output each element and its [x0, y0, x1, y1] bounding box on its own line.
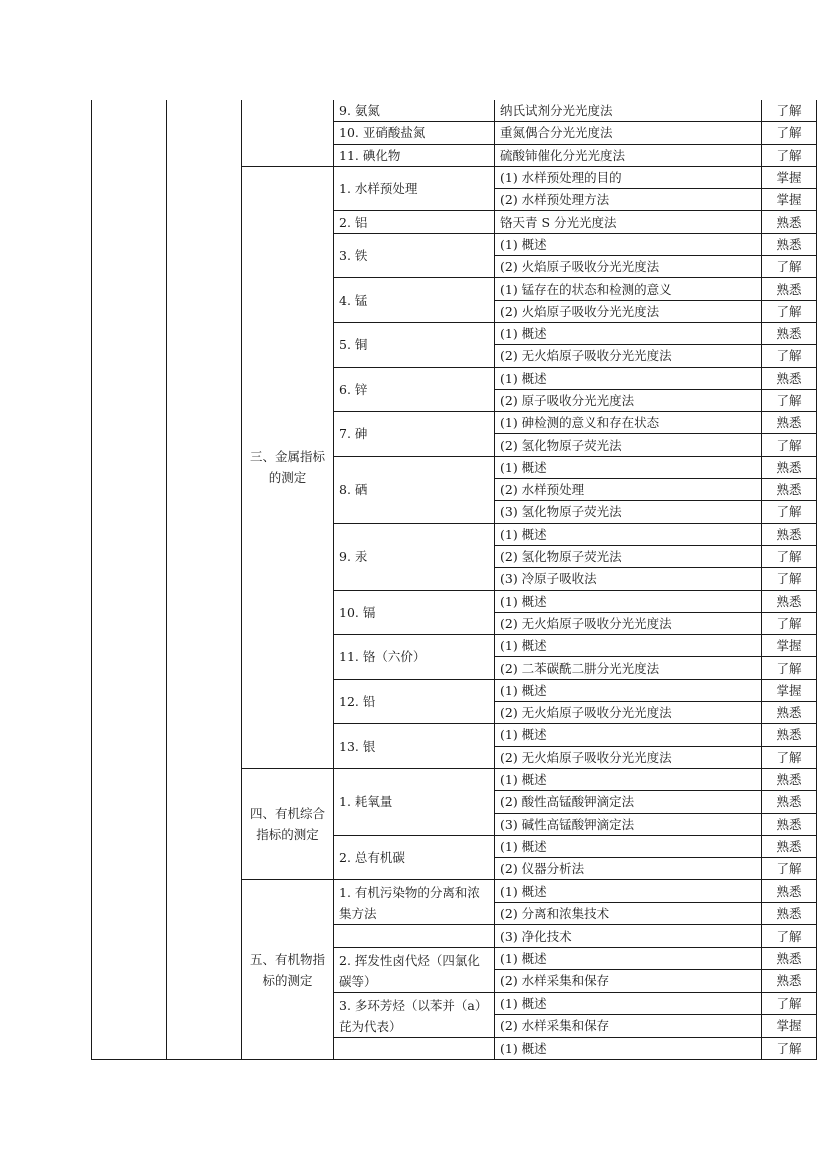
level-cell: 熟悉 [762, 278, 817, 300]
method-cell: (1) 概述 [495, 590, 762, 612]
method-cell: 铬天青 S 分光光度法 [495, 211, 762, 233]
syllabus-table [91, 100, 817, 1060]
method-cell: (2) 仪器分析法 [495, 858, 762, 880]
level-cell: 熟悉 [762, 947, 817, 970]
method-cell: (1) 概述 [495, 1037, 762, 1059]
topic-cell: 7. 砷 [334, 412, 495, 457]
level-cell: 熟悉 [762, 902, 817, 925]
level-cell: 了解 [762, 122, 817, 144]
topic-cell: 8. 硒 [334, 456, 495, 523]
level-cell: 熟悉 [762, 523, 817, 545]
level-cell: 了解 [762, 992, 817, 1015]
topic-cell: 1. 水样预处理 [334, 166, 495, 211]
level-cell: 了解 [762, 256, 817, 278]
level-cell: 熟悉 [762, 768, 817, 790]
level-cell: 了解 [762, 657, 817, 679]
level-cell: 掌握 [762, 166, 817, 188]
method-cell: (1) 概述 [495, 367, 762, 389]
method-cell: (1) 概述 [495, 679, 762, 701]
method-cell: (2) 原子吸收分光光度法 [495, 389, 762, 411]
level-cell: 熟悉 [762, 367, 817, 389]
topic-cell-empty [334, 925, 495, 947]
level-cell: 了解 [762, 434, 817, 456]
level-cell: 熟悉 [762, 479, 817, 501]
method-cell: (1) 砷检测的意义和存在状态 [495, 412, 762, 434]
level-cell: 了解 [762, 389, 817, 411]
topic-cell: 11. 铬（六价） [334, 635, 495, 680]
level-cell: 了解 [762, 1037, 817, 1059]
method-cell: (2) 水样采集和保存 [495, 970, 762, 993]
level-cell: 了解 [762, 345, 817, 367]
method-cell: (1) 概述 [495, 322, 762, 344]
level-cell: 熟悉 [762, 724, 817, 746]
method-cell: (1) 概述 [495, 880, 762, 903]
method-cell: (1) 概述 [495, 456, 762, 478]
method-cell: (2) 酸性高锰酸钾滴定法 [495, 791, 762, 813]
topic-cell: 2. 总有机碳 [334, 835, 495, 880]
level-cell: 了解 [762, 746, 817, 768]
method-cell: (2) 水样预处理 [495, 479, 762, 501]
level-cell: 熟悉 [762, 233, 817, 255]
level-cell: 掌握 [762, 679, 817, 701]
method-cell: (2) 水样采集和保存 [495, 1015, 762, 1038]
topic-cell: 6. 锌 [334, 367, 495, 412]
topic-cell: 10. 镉 [334, 590, 495, 635]
level-cell: 熟悉 [762, 970, 817, 993]
method-cell: (1) 概述 [495, 992, 762, 1015]
level-cell: 掌握 [762, 189, 817, 211]
method-cell: (2) 水样预处理方法 [495, 189, 762, 211]
level-cell: 了解 [762, 144, 817, 166]
level-cell: 掌握 [762, 1015, 817, 1038]
topic-cell: 3. 铁 [334, 233, 495, 278]
level-cell: 熟悉 [762, 456, 817, 478]
level-cell: 熟悉 [762, 590, 817, 612]
topic-cell: 9. 汞 [334, 523, 495, 590]
method-cell: (1) 锰存在的状态和检测的意义 [495, 278, 762, 300]
level-cell: 了解 [762, 545, 817, 567]
level-cell: 了解 [762, 612, 817, 634]
topic-cell: 5. 铜 [334, 322, 495, 367]
section-title: 五、有机物指标的测定 [242, 880, 334, 1060]
method-cell: (1) 概述 [495, 835, 762, 857]
topic-cell: 2. 挥发性卤代烃（四氯化碳等） [334, 947, 495, 992]
method-cell: (3) 冷原子吸收法 [495, 568, 762, 590]
method-cell: (2) 分离和浓集技术 [495, 902, 762, 925]
level-cell: 了解 [762, 300, 817, 322]
method-cell: (1) 概述 [495, 947, 762, 970]
method-cell: (1) 概述 [495, 523, 762, 545]
topic-cell: 9. 氨氮 [334, 100, 495, 122]
method-cell: (1) 概述 [495, 635, 762, 657]
topic-cell: 1. 有机污染物的分离和浓集方法 [334, 880, 495, 925]
level-cell: 了解 [762, 568, 817, 590]
method-cell: (2) 氢化物原子荧光法 [495, 434, 762, 456]
empty-section-cell [242, 100, 334, 166]
topic-cell: 2. 铝 [334, 211, 495, 233]
method-cell: (2) 火焰原子吸收分光光度法 [495, 300, 762, 322]
method-cell: (2) 氢化物原子荧光法 [495, 545, 762, 567]
method-cell: (3) 碱性高锰酸钾滴定法 [495, 813, 762, 835]
table-row [92, 100, 817, 122]
level-cell: 了解 [762, 858, 817, 880]
level-cell: 熟悉 [762, 791, 817, 813]
level-cell: 了解 [762, 100, 817, 122]
topic-cell: 10. 亚硝酸盐氮 [334, 122, 495, 144]
section-title: 四、有机综合指标的测定 [242, 768, 334, 879]
topic-cell: 11. 碘化物 [334, 144, 495, 166]
method-cell: (2) 无火焰原子吸收分光光度法 [495, 345, 762, 367]
level-cell: 熟悉 [762, 880, 817, 903]
topic-cell-empty [334, 1037, 495, 1059]
method-cell: (2) 无火焰原子吸收分光光度法 [495, 702, 762, 724]
method-cell: (2) 二苯碳酰二肼分光光度法 [495, 657, 762, 679]
level-cell: 熟悉 [762, 835, 817, 857]
level-cell: 熟悉 [762, 322, 817, 344]
level-cell: 熟悉 [762, 813, 817, 835]
method-cell: (1) 概述 [495, 724, 762, 746]
method-cell: (3) 净化技术 [495, 925, 762, 947]
level-cell: 熟悉 [762, 412, 817, 434]
topic-cell: 1. 耗氧量 [334, 768, 495, 835]
section-title: 三、金属指标的测定 [242, 166, 334, 768]
method-cell: (3) 氢化物原子荧光法 [495, 501, 762, 523]
method-cell: (2) 火焰原子吸收分光光度法 [495, 256, 762, 278]
level-cell: 了解 [762, 501, 817, 523]
level-cell: 了解 [762, 925, 817, 947]
level-cell: 熟悉 [762, 211, 817, 233]
topic-cell: 13. 银 [334, 724, 495, 769]
topic-cell: 4. 锰 [334, 278, 495, 323]
level-cell: 掌握 [762, 635, 817, 657]
method-cell: (2) 无火焰原子吸收分光光度法 [495, 746, 762, 768]
topic-cell: 3. 多环芳烃（以苯并（a）芘为代表） [334, 992, 495, 1037]
level-cell: 熟悉 [762, 702, 817, 724]
method-cell: 硫酸铈催化分光光度法 [495, 144, 762, 166]
method-cell: (1) 概述 [495, 233, 762, 255]
topic-cell: 12. 铅 [334, 679, 495, 724]
method-cell: (1) 概述 [495, 768, 762, 790]
empty-column-cell [92, 100, 167, 1059]
method-cell: 重氮偶合分光光度法 [495, 122, 762, 144]
empty-column-cell [167, 100, 242, 1059]
method-cell: (2) 无火焰原子吸收分光光度法 [495, 612, 762, 634]
method-cell: 纳氏试剂分光光度法 [495, 100, 762, 122]
method-cell: (1) 水样预处理的目的 [495, 166, 762, 188]
